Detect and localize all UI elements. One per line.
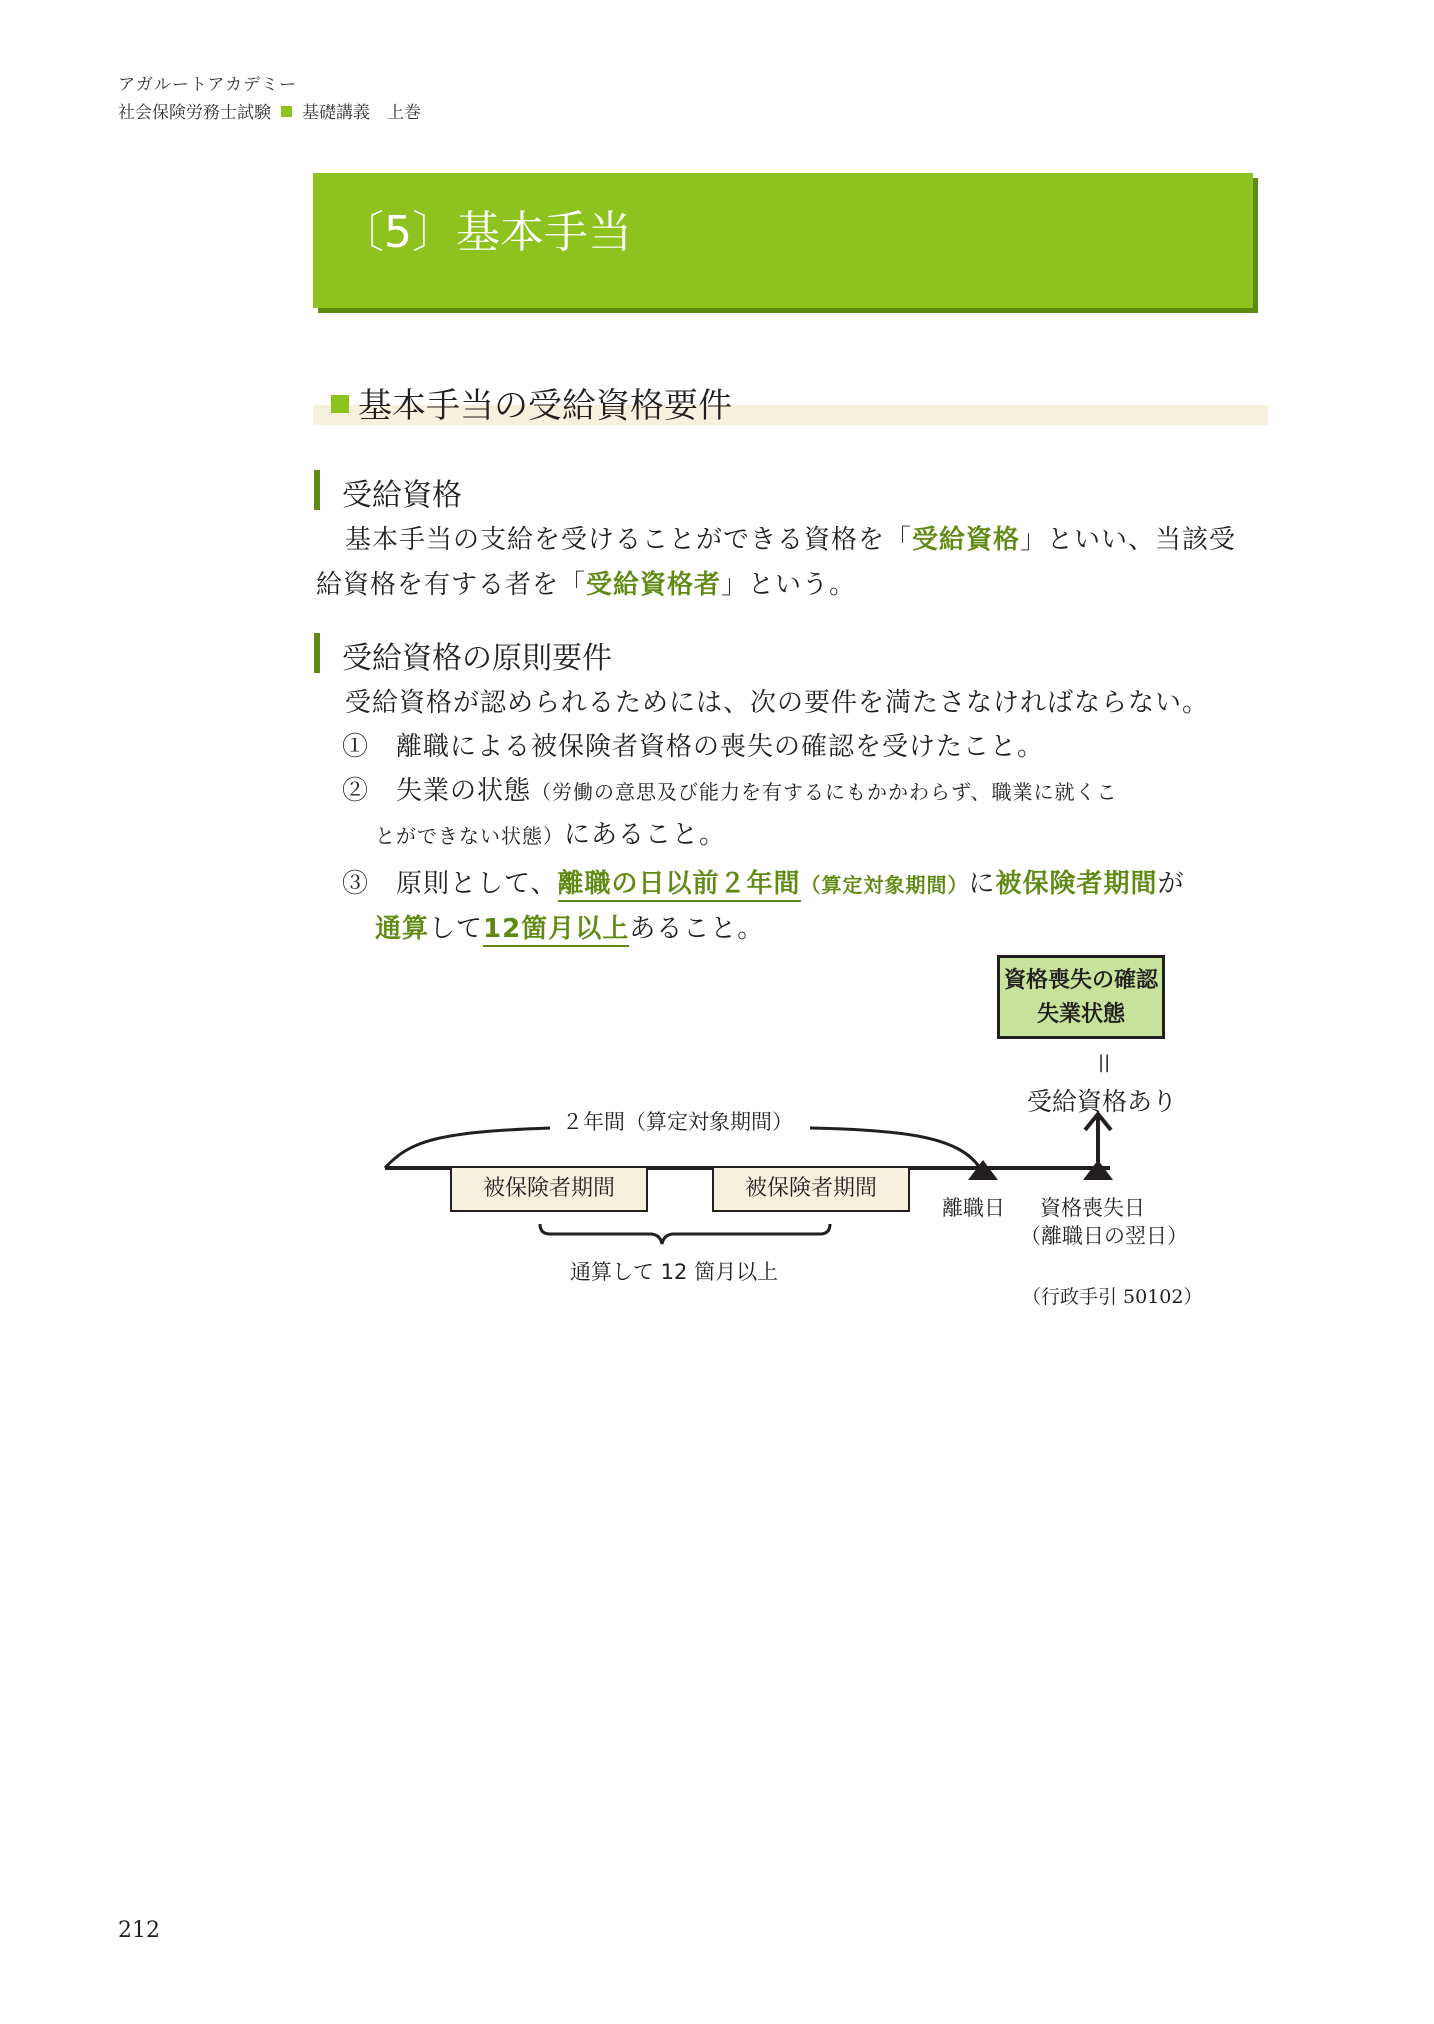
equals-sign: ||	[1098, 1052, 1111, 1073]
text-run: に	[968, 869, 996, 899]
course-name: 社会保険労務士試験	[118, 103, 271, 123]
period-box-2: 被保険者期間	[712, 1166, 910, 1212]
section-square-icon	[331, 395, 349, 413]
span-label: ２年間（算定対象期間）	[562, 1110, 793, 1134]
status-box-line: 失業状態	[1036, 1002, 1125, 1027]
publisher-name: アガルートアカデミー	[118, 75, 298, 95]
text-run: 原則として、	[396, 869, 558, 899]
highlight-term: 被保険者期間	[995, 869, 1158, 899]
highlight-term: 離職の日以前２年間	[558, 869, 801, 902]
list-item-3-cont	[375, 907, 764, 951]
text-run: （労働の意思及び能力を有するにもかかわらず、職業に就くこ	[531, 780, 1118, 804]
status-box	[997, 955, 1165, 1039]
list-number: ①	[342, 732, 370, 762]
highlight-term: 12箇月以上	[483, 914, 629, 947]
total-brace	[540, 1224, 830, 1244]
text-run: 給資格を有する者を「	[316, 570, 587, 600]
subsection-bar-icon	[314, 470, 320, 510]
list-item-2-cont	[375, 813, 726, 858]
text-run: して	[429, 914, 484, 944]
loss-day-label: 資格喪失日	[1040, 1196, 1145, 1220]
text-run: にあること。	[564, 820, 727, 850]
highlight-term: 受給資格者	[586, 570, 722, 600]
course-line	[118, 98, 421, 123]
list-item-3	[342, 862, 1185, 907]
text-run: 離職による被保険者資格の喪失の確認を受けたこと。	[396, 732, 1045, 762]
status-box-line: 資格喪失の確認	[1003, 968, 1158, 993]
subsection-bar-icon	[314, 633, 320, 673]
text-run: とができない状態）	[375, 824, 564, 848]
header-square-icon	[281, 106, 292, 117]
paragraph-line	[316, 563, 856, 607]
highlight-term: （算定対象期間）	[800, 873, 969, 897]
section-title: 基本手当の受給資格要件	[358, 386, 732, 426]
text-run: 」という。	[721, 570, 857, 600]
requirements-intro: 受給資格が認められるためには、次の要件を満たさなければならない。	[345, 688, 1210, 718]
total-label: 通算して 12 箇月以上	[570, 1260, 779, 1284]
volume-name: 基礎講義 上巻	[302, 103, 421, 123]
period-box-1: 被保険者期間	[450, 1166, 648, 1212]
text-run: あること。	[629, 914, 765, 944]
loss-day-note: （離職日の翌日）	[1020, 1224, 1188, 1248]
highlight-term: 受給資格	[912, 525, 1021, 555]
paragraph-line	[345, 518, 1236, 562]
subsection-title-eligibility: 受給資格	[342, 478, 462, 513]
separation-day-label: 離職日	[942, 1196, 1005, 1220]
text-run: が	[1157, 869, 1185, 899]
highlight-term: 通算	[375, 914, 430, 944]
list-number: ②	[342, 776, 370, 806]
chapter-title: 〔5〕基本手当	[340, 207, 632, 258]
text-run: 失業の状態	[396, 776, 532, 806]
list-number: ③	[342, 869, 370, 899]
source-reference: （行政手引 50102）	[1022, 1286, 1203, 1308]
list-item-1	[342, 725, 1044, 769]
qualified-label: 受給資格あり	[1027, 1087, 1178, 1116]
span-arc-left	[385, 1128, 550, 1168]
subsection-title-requirements: 受給資格の原則要件	[342, 641, 612, 676]
text-run: 基本手当の支給を受けることができる資格を「	[345, 525, 913, 555]
list-item-2	[342, 769, 1117, 814]
span-arc-right	[810, 1128, 980, 1168]
page-number: 212	[118, 1918, 160, 1943]
text-run: 」といい、当該受	[1020, 525, 1237, 555]
